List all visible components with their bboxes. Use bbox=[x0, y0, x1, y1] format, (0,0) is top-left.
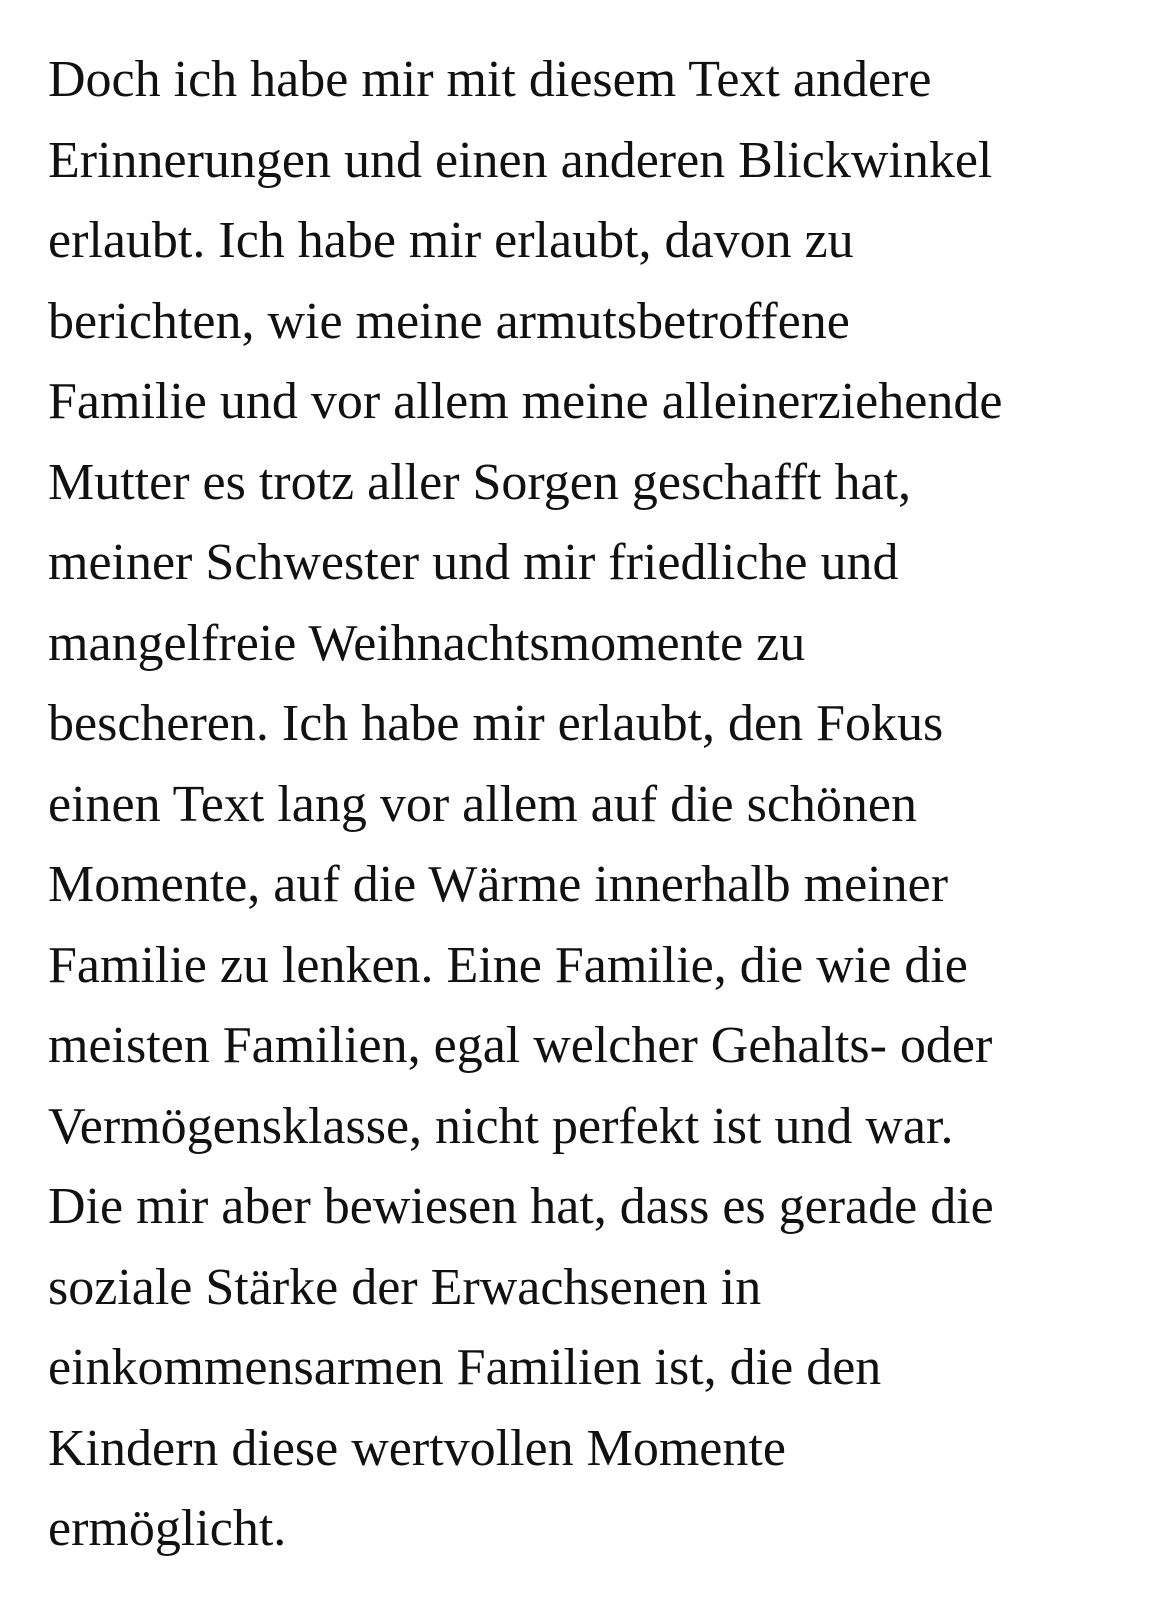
paragraph-line: Familie und vor allem meine alleinerziehende bbox=[48, 373, 1003, 430]
paragraph-line: Vermögensklasse, nicht perfekt ist und war. bbox=[48, 1097, 954, 1155]
article-paragraph bbox=[48, 48, 1170, 1578]
paragraph-line: Kindern diese wertvollen Momente bbox=[48, 1419, 786, 1477]
paragraph-line: Doch ich habe mir mit diesem Text andere bbox=[48, 51, 932, 108]
paragraph-line: Familie zu lenken. Eine Familie, die wie die bbox=[48, 936, 968, 994]
paragraph-line: erlaubt. Ich habe mir erlaubt, davon zu bbox=[48, 212, 854, 269]
paragraph-line: einkommensarmen Familien ist, die den bbox=[48, 1339, 882, 1396]
paragraph-line: mangelfreie Weihnachtsmomente zu bbox=[48, 614, 806, 672]
paragraph-line: Momente, auf die Wärme innerhalb meiner bbox=[48, 856, 949, 913]
paragraph-line: berichten, wie meine armutsbetroffene bbox=[48, 292, 850, 350]
paragraph-line: meiner Schwester und mir friedliche und bbox=[48, 534, 899, 591]
paragraph-line: Erinnerungen und einen anderen Blickwinkel bbox=[48, 131, 993, 189]
paragraph-line: Mutter es trotz aller Sorgen geschafft hat, bbox=[48, 453, 912, 511]
paragraph-line: Die mir aber bewiesen hat, dass es gerade die bbox=[48, 1178, 994, 1235]
paragraph-line: ermöglicht. bbox=[48, 1500, 287, 1557]
paragraph-line: soziale Stärke der Erwachsenen in bbox=[48, 1258, 762, 1316]
paragraph-line: meisten Familien, egal welcher Gehalts- oder bbox=[48, 1017, 993, 1074]
paragraph-line: bescheren. Ich habe mir erlaubt, den Fokus bbox=[48, 695, 944, 752]
paragraph-line: einen Text lang vor allem auf die schönen bbox=[48, 775, 917, 833]
